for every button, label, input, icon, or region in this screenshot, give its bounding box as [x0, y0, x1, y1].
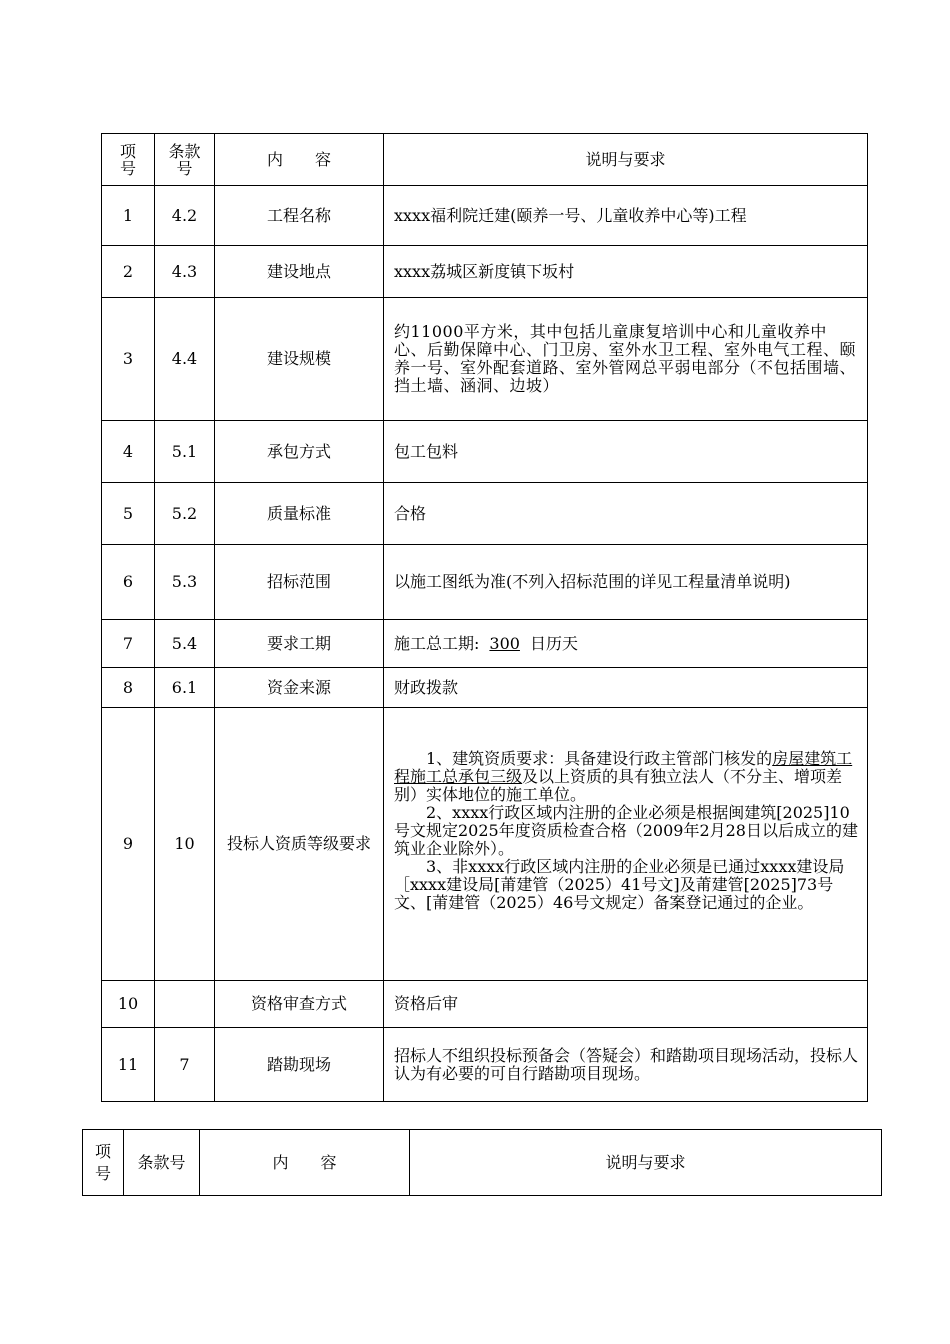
clause-number: 4.2: [155, 186, 215, 246]
item-description: xxxx荔城区新度镇下坂村: [384, 246, 868, 298]
row-number: 9: [102, 708, 155, 981]
table-row: [102, 246, 868, 298]
item-description: 财政拨款: [384, 668, 868, 708]
clause-number: 5.1: [155, 421, 215, 483]
table-row: [102, 620, 868, 668]
clause-number: 10: [155, 708, 215, 981]
item-name: 招标范围: [215, 545, 384, 620]
clause-number: 7: [155, 1028, 215, 1102]
table-row: [102, 298, 868, 421]
duration-unit: 日历天: [529, 633, 578, 653]
item-name: 要求工期: [215, 620, 384, 668]
header-description: 说明与要求: [410, 1130, 882, 1196]
row-number: 5: [102, 483, 155, 545]
duration-label: 施工总工期:: [394, 633, 480, 653]
clause-number: 5.4: [155, 620, 215, 668]
requirements-table: [101, 133, 868, 1102]
requirements-table-continued: [82, 1129, 882, 1196]
row-number: 1: [102, 186, 155, 246]
item-description: 招标人不组织投标预备会（答疑会）和踏勘项目现场活动，投标人认为有必要的可自行踏勘项目现场。: [384, 1028, 868, 1102]
item-name: 承包方式: [215, 421, 384, 483]
table-row: [102, 668, 868, 708]
header-description: 说明与要求: [384, 134, 868, 186]
row-number: 2: [102, 246, 155, 298]
item-description: 以施工图纸为准(不列入招标范围的详见工程量清单说明): [384, 545, 868, 620]
header-item-no: 项号: [83, 1130, 124, 1196]
table-row: [102, 545, 868, 620]
table-row: [102, 981, 868, 1028]
clause-number: 5.2: [155, 483, 215, 545]
item-name: 质量标准: [215, 483, 384, 545]
item-description: [384, 708, 868, 981]
item-name: 投标人资质等级要求: [215, 708, 384, 981]
item-name: 工程名称: [215, 186, 384, 246]
row-number: 10: [102, 981, 155, 1028]
qualification-paragraph-1: 1、建筑资质要求：具备建设行政主管部门核发的房屋建筑工程施工总承包三级及以上资质的具有独立法人（不分主、增项差别）实体地位的施工单位。: [394, 749, 853, 804]
header-content: 内 容: [200, 1130, 410, 1196]
item-description: 约11000平方米，其中包括儿童康复培训中心和儿童收养中心、后勤保障中心、门卫房、室外水卫工程、室外电气工程、颐养一号、室外配套道路、室外管网总平弱电部分（不包括围墙、挡土墙、涵洞、边坡）: [384, 298, 868, 421]
table-header-row: [102, 134, 868, 186]
item-name: 踏勘现场: [215, 1028, 384, 1102]
clause-number: 5.3: [155, 545, 215, 620]
row-number: 11: [102, 1028, 155, 1102]
item-name: 建设规模: [215, 298, 384, 421]
item-description: xxxx福利院迁建(颐养一号、儿童收养中心等)工程: [384, 186, 868, 246]
table-row: [102, 421, 868, 483]
clause-number: 6.1: [155, 668, 215, 708]
item-name: 资格审查方式: [215, 981, 384, 1028]
header-content: 内 容: [215, 134, 384, 186]
duration-value: 300: [489, 633, 520, 653]
clause-number: 4.3: [155, 246, 215, 298]
header-clause-no: 条款号: [155, 134, 215, 186]
item-description: 资格后审: [384, 981, 868, 1028]
table-row: [102, 1028, 868, 1102]
item-description: [384, 620, 868, 668]
clause-number: [155, 981, 215, 1028]
header-item-no: 项号: [102, 134, 155, 186]
clause-number: 4.4: [155, 298, 215, 421]
item-description: 合格: [384, 483, 868, 545]
row-number: 8: [102, 668, 155, 708]
table-row: [102, 708, 868, 981]
row-number: 4: [102, 421, 155, 483]
item-name: 资金来源: [215, 668, 384, 708]
qualification-paragraph-3: 3、非xxxx行政区域内注册的企业必须是已通过xxxx建设局［xxxx建设局[莆建管（2025）41号文]及莆建管[2025]73号文、[莆建管（2025）46号文规定）备案登记通过的企业。: [394, 857, 845, 912]
header-clause-no: 条款号: [124, 1130, 200, 1196]
row-number: 6: [102, 545, 155, 620]
item-description: 包工包料: [384, 421, 868, 483]
table-row: [102, 483, 868, 545]
row-number: 3: [102, 298, 155, 421]
row-number: 7: [102, 620, 155, 668]
item-name: 建设地点: [215, 246, 384, 298]
qualification-paragraph-2: 2、xxxx行政区域内注册的企业必须是根据闽建筑[2025]10号文规定2025年度资质检查合格（2009年2月28日以后成立的建筑业企业除外）。: [394, 803, 858, 858]
table-row: [102, 186, 868, 246]
table-header-row: [83, 1130, 882, 1196]
